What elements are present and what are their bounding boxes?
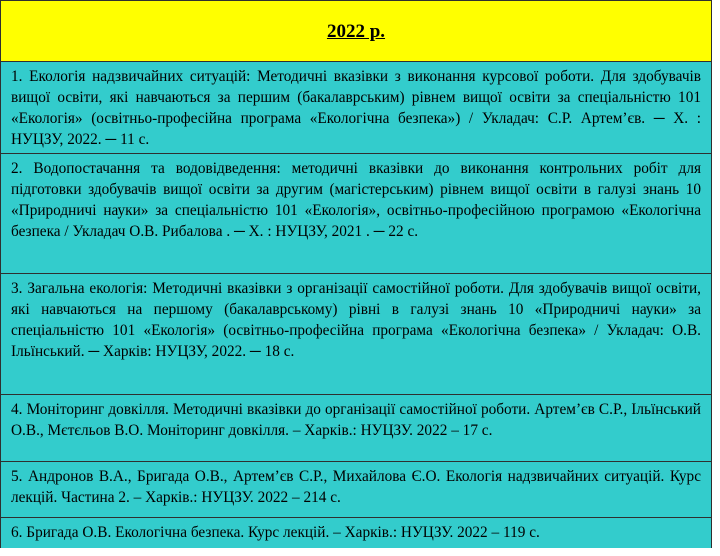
title-bar	[1, 1, 711, 62]
list-item: 3. Загальна екологія: Методичні вказівки з організації самостійної роботи. Для здобувачів вищої освіти, які навчаються на першому (бакалаврському) рівні в галузі знань 10 «Природничі науки» за спеціальністю 101 «Екологія» (освітньо-професійна програма «Екологічна безпека» / Укладач: О.В. Ільїнський. ─ Харків: НУЦЗУ, 2022. ─ 18 с.	[1, 274, 711, 395]
list-item: 2. Водопостачання та водовідведення: методичні вказівки до виконання контрольних робіт для підготовки здобувачів вищої освіти за другим (магістерським) рівнем вищої освіти в галузі знань 10 «Природничі науки» за спеціальністю 101 «Екологія», освітньо-професійною програмою «Екологічна безпека / Укладач О.В. Рибалова . ─ Х. : НУЦЗУ, 2021 . ─ 22 с.	[1, 154, 711, 274]
list-item: 5. Андронов В.А., Бригада О.В., Артем’єв С.Р., Михайлова Є.О. Екологія надзвичайних ситуацій. Курс лекцій. Частина 2. – Харків.: НУЦЗУ. 2022 – 214 с.	[1, 462, 711, 518]
list-item: 6. Бригада О.В. Екологічна безпека. Курс лекцій. – Харків.: НУЦЗУ. 2022 – 119 с.	[1, 518, 711, 548]
list-item: 1. Екологія надзвичайних ситуацій: Методичні вказівки з виконання курсової роботи. Для здобувачів вищої освіти, які навчаються за першим (бакалаврським) рівнем вищої освіти за спеціальністю 101 «Екологія» (освітньо-професійна програма «Екологічна безпека») / Укладач: С.Р. Артем’єв. ─ Х. : НУЦЗУ, 2022. ─ 11 с.	[1, 62, 711, 154]
list-item: 4. Моніторинг довкілля. Методичні вказівки до організації самостійної роботи. Артем’єв С.Р., Ільїнський О.В., Мєтєльов В.О. Моніторинг довкілля. – Харків.: НУЦЗУ. 2022 – 17 с.	[1, 395, 711, 462]
page-title: 2022 р.	[326, 21, 386, 42]
publication-list	[1, 62, 711, 548]
